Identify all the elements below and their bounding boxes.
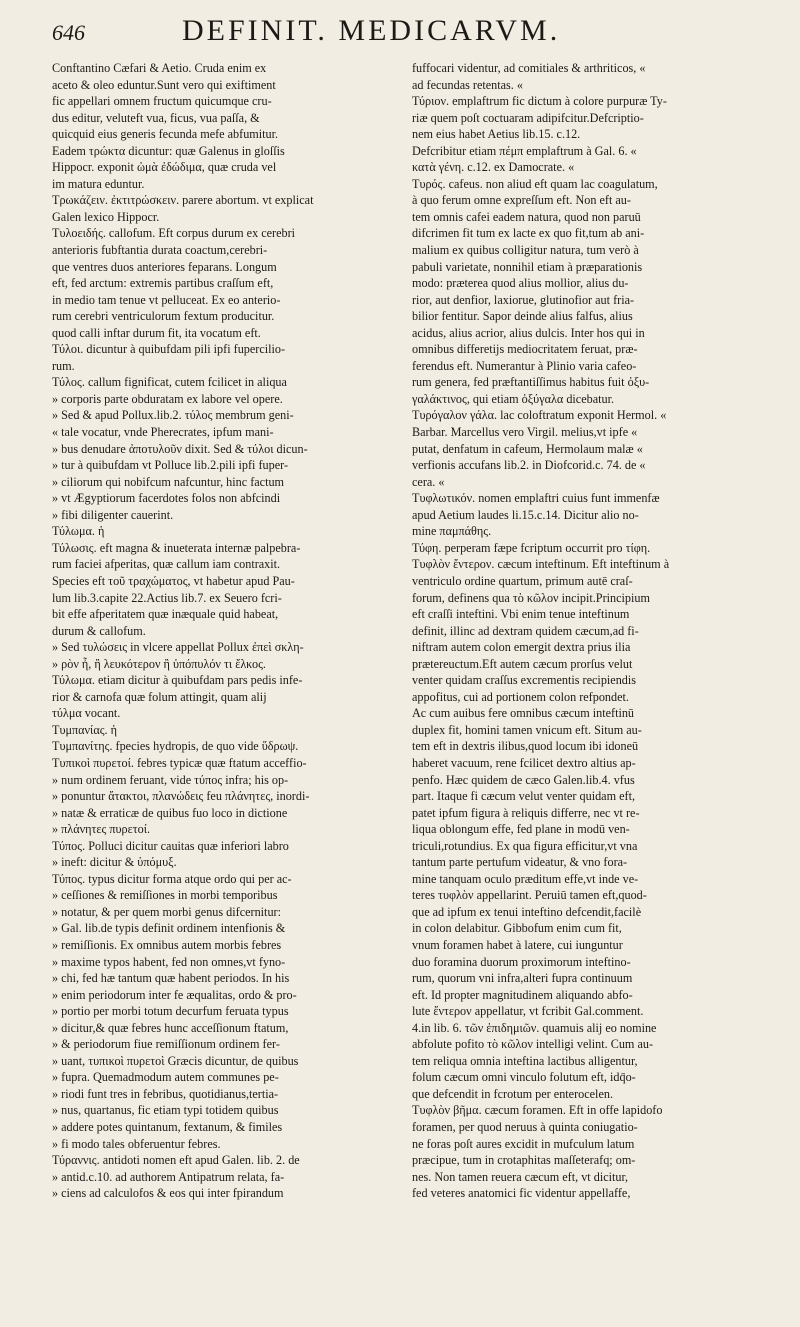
left-text-column [52,60,402,1202]
text-line: » ponuntur ἄτακτοι, πλανώδεις feu πλάνητες, inordi- [52,789,310,804]
text-line: Τύλωμα. etiam dicitur à quibufdam pars pedis infe- [52,673,303,688]
text-line: foramen, per quod neruus à quinta coniugatio- [412,1120,638,1134]
text-line: Τυφλωτικόν. nomen emplaftri cuius funt immenfæ [412,491,660,506]
text-line: Τυπικοὶ πυρετοί. febres typicæ quæ ftatum acceffio- [52,755,307,770]
text-line: » Gal. lib.de typis definit ordinem intenfionis & [52,921,286,936]
text-line: eft craſſi inteftini. Vbi enim tenue inteftinum [412,607,630,622]
text-line: » corporis parte obduratam ex labore vel opere. [52,391,283,406]
text-line: ne foras poſt aures excidit in mufculum latum [412,1136,635,1151]
text-line: rum genera, fed præftantiſſimus habitus fuit ὀξυ- [412,375,650,390]
text-line: que defcendit in fcrotum per enterocelen. [412,1086,613,1101]
text-line: pabuli varietate, nonnihil etiam à præparationis [412,259,643,274]
text-line: Τύραννις. antidoti nomen eft apud Galen. lib. 2. de [52,1153,300,1168]
text-line: quod calli inftar durum fit, ita vocatum eft. [52,325,261,340]
text-line: anterioris fubftantia durata coactum,cerebri- [52,243,268,258]
text-line: rum, quorum vni infra,alteri fupra continuum [412,971,633,986]
text-line: » πλάνητες πυρετοί. [52,822,151,837]
text-line: patet ipfum figura à reliquis differre, nec vt re- [412,805,640,820]
text-line: » vt Ægyptiorum facerdotes folos non abfcindi [52,491,281,506]
text-line: vnum foramen habet à latere, cui iunguntur [412,937,623,952]
text-line: cera. « [412,474,445,489]
running-title: DEFINIT. MEDICARVM. [182,14,561,47]
text-line: quicquid eius generis fecunda mefe abfumitur. [52,127,279,142]
page-number: 646 [52,20,85,45]
text-line: » ceſſiones & remiſſiones in morbi temporibus [52,888,278,903]
text-line: ferendus eft. Numerantur à Plinio varia cafeo- [412,358,637,373]
text-line: tem omnis cafei eadem natura, quod non paruū [412,209,641,224]
text-line: liqua oblongum effe, fed plane in modū ven- [412,822,630,837]
text-line: Τύλωμα. ἡ [52,524,105,539]
text-line: Τυλοειδής. callofum. Eft corpus durum ex cerebri [52,226,296,241]
text-line: » remiſſionis. Ex omnibus autem morbis febres [52,937,282,952]
right-text-column [412,60,762,1202]
text-line: Τυμπανίας. ἡ [52,722,118,737]
text-line: eft, fed arctum: extremis partibus craſſum eft, [52,276,274,291]
text-line: » fupra. Quemadmodum autem communes pe- [52,1070,279,1085]
text-line: mine tanquam oculo præditum effe,vt inde ve- [412,871,639,886]
text-line: » num ordinem feruant, vide τύπος infra; his op- [52,772,289,787]
text-line: lute ἔντερον appellatur, vt fcribit Gal.comment. [412,1004,644,1019]
text-line: præcipue, tum in crotaphitas maſſeterafq; om- [412,1153,636,1168]
text-line: appofitus, cui ad portionem colon refpondet. [412,689,629,704]
text-line: duplex fit, homini tamen vnicum eft. Situm au- [412,722,642,737]
text-line: lum lib.3.capite 22.Actius lib.7. ex Seuero fcri- [52,590,282,605]
text-line: 4.in lib. 6. τῶν ἐπιδημιῶν. quamuis alij eo nomine [412,1020,657,1035]
text-line: in colon delabitur. Gibbofum enim cum fit, [412,921,622,936]
text-line: γαλάκτινος, qui etiam ὀξύγαλα dicebatur. [412,391,615,406]
text-line: Τύλος. callum fignificat, cutem fcilicet in aliqua [52,375,287,390]
text-line: à quo ferum omne expreſſum eft. Non eft au- [412,193,631,208]
text-line: » natæ & erraticæ de quibus fuo loco in dictione [52,805,288,820]
text-line: mine παμπάθης. [412,524,492,539]
page-header [52,12,772,56]
text-line: folum cæcum omni vinculo folutum eft, idq̄o- [412,1070,636,1085]
text-line: prætereuctum.Eft autem cæcum prorſus velut [412,656,633,671]
text-line: rum. [52,358,75,373]
text-line: τύλμα vocant. [52,706,121,721]
text-line: » & periodorum fiue remiſſionum ordinem fer- [52,1037,280,1052]
text-line: » fi modo tales obferuentur febres. [52,1136,221,1151]
text-line: omnibus differetijs mediocritatem feruat, præ- [412,342,638,357]
text-line: durum & callofum. [52,623,146,638]
text-line: rum faciei afperitas, quæ callum iam contraxit. [52,557,281,572]
text-line: » dicitur,& quæ febres hunc acceſſionum ftatum, [52,1020,289,1035]
text-line: teres τυφλὸν appellarint. Peruiū tamen eft,quod- [412,888,647,903]
text-line: Τύλοι. dicuntur à quibufdam pili ipfi fupercilio- [52,342,286,357]
text-line: penfo. Hæc quidem de cæco Galen.lib.4. vfus [412,772,635,787]
text-line: ventriculo ordine quartum, primum autē craſ- [412,573,633,588]
text-line: Conftantino Cæfari & Aetio. Cruda enim ex [52,61,267,75]
text-line: rior, aut denfior, laxiorue, glutinofior aut fria- [412,292,635,307]
text-line: dus editur, veluteft vua, ficus, vua paſſa, & [52,110,260,125]
text-line: putat, denfatum in cafeum, Hermolaum malæ « [412,441,643,456]
text-line: rior & carnofa quæ folum attingit, quam alij [52,689,267,704]
text-line: » riodi funt tres in febribus, quotidianus,tertia- [52,1086,279,1101]
text-line: Τυφλὸν βῆμα. cæcum foramen. Eft in offe lapidofo [412,1103,663,1118]
text-line: » uant, τυπικοὶ πυρετοὶ Græcis dicuntur, de quibus [52,1053,299,1068]
text-line: modo: præterea quod alius mollior, alius du- [412,276,629,291]
text-line: eft. Id propter magnitudinem aliquando abfo- [412,987,633,1002]
text-line: definit, illinc ad dextram quidem cæcum,ad fi- [412,623,639,638]
text-line: Τύριον. emplaftrum fic dictum à colore purpuræ Ty- [412,94,667,109]
text-line: Defcribitur etiam πέμπ emplaftrum à Gal. 6. « [412,143,637,158]
text-line: que ad ipfum ex tenui inteftino defcendit,facilè [412,904,642,919]
text-line: Τρωκάζειν. ἐκτιτρώσκειν. parere abortum. vt explicat [52,193,314,208]
text-line: Τύφη. perperam fæpe fcriptum occurrit pro τίφη. [412,540,651,555]
text-line: Eadem τρώκτα dicuntur: quæ Galenus in gloſſis [52,143,285,158]
text-line: Τυρός. cafeus. non aliud eft quam lac coagulatum, [412,176,658,191]
text-line: » bus denudare ἀποτυλοῦν dixit. Sed & τύλοι dicun- [52,441,308,456]
text-line: « tale vocatur, vnde Pherecrates, ipfum mani- [52,425,274,440]
text-line: » portio per morbi totum decurfum feruata typus [52,1004,289,1019]
text-line: Hippocr. exponit ὠμὰ ἐδώδιμα, quæ cruda vel [52,160,277,175]
text-line: fic appellari omnem fructum quicumque cru- [52,94,272,109]
text-line: » addere potes quintanum, fextanum, & fimiles [52,1120,283,1134]
text-line: triculi,rotundius. Ex qua figura efficitur,vt vna [412,838,638,853]
text-line: abfolute pofito τὸ κῶλον intelligi velint. Cum au- [412,1037,654,1052]
text-line: riæ quem poſt coctuaram adipifcitur.Defcriptio- [412,110,644,125]
text-line: » ciens ad calculofos & eos qui inter fpirandum [52,1186,284,1201]
text-line: » Sed τυλώσεις in vlcere appellat Pollux ἐπεὶ σκλη- [52,640,304,655]
text-line: malium ex quibus colligitur natura, tum verò à [412,243,639,258]
text-line: in medio tam tenue vt pelluceat. Ex eo anterio- [52,292,281,307]
text-line: Galen lexico Hippocr. [52,209,160,224]
text-line: Τυρόγαλον γάλα. lac coloftratum exponit Hermol. « [412,408,667,423]
text-line: forum, definens qua τὸ κῶλον incipit.Principium [412,590,650,605]
text-line: nem eius habet Aetius lib.15. c.12. [412,127,581,142]
text-line: bilior fentitur. Sapor deinde alius falfus, alius [412,309,633,324]
text-line: » chi, fed hæ tantum quæ habent periodos. In his [52,971,290,986]
text-line: Barbar. Marcellus vero Virgil. melius,vt ipfe « [412,425,638,440]
text-line: fed veteres anatomici fic videntur appellaffe, [412,1186,631,1201]
text-line: tem eft in dextris ilibus,quod locum ibi idoneū [412,739,639,754]
text-line: » tur à quibufdam vt Polluce lib.2.pili ipfi fuper- [52,458,289,473]
text-line: » ciliorum qui nobifcum nafcuntur, hinc factum [52,474,285,489]
text-line: acidus, alius acrior, alius dulcis. Inter hos qui in [412,325,645,340]
text-line: niftram autem colon emergit dextra prius ilia [412,640,631,655]
text-line: duo foramina duorum proximorum inteftino- [412,954,631,969]
text-line: haberet vacuum, rene fcilicet dextro altius ap- [412,755,636,770]
text-line: » Sed & apud Pollux.lib.2. τύλος membrum geni- [52,408,294,423]
text-line: rum cerebri ventriculorum fextum producitur. [52,309,275,324]
text-line: verfionis accufans lib.2. in Diofcorid.c. 74. de « [412,458,646,473]
text-line: ad fecundas retentas. « [412,77,523,92]
text-line: » notatur, & per quem morbi genus difcernitur: [52,904,281,919]
text-line: Τύλωσις. eft magna & inueterata internæ palpebra- [52,540,301,555]
text-line: im matura eduntur. [52,176,145,191]
text-line: » antid.c.10. ad authorem Antipatrum relata, fa- [52,1169,285,1184]
text-line: » fibi diligenter cauerint. [52,507,174,522]
text-line: bit effe afperitatem quæ inæquale quid habeat, [52,607,279,622]
text-line: Ac cum auibus fere omnibus cæcum inteftinū [412,706,635,721]
text-line: κατὰ γένη. c.12. ex Damocrate. « [412,160,575,175]
text-line: nes. Non tamen reuera cæcum eft, vt dicitur, [412,1169,629,1184]
text-line: venter quidam craſſus excrementis recipiendis [412,673,637,688]
text-line: » enim periodorum inter fe æqualitas, ordo & pro- [52,987,297,1002]
text-line: difcrimen fit tum ex lacte ex quo fit,tum ab ani- [412,226,645,241]
text-line: » ρὸν ἦ, ἢ λευκότερον ἢ ὑπόπυλόν τι ἔλκος. [52,656,266,671]
text-line: Τυφλὸν ἔντερον. cæcum inteftinum. Eft inteftinum à [412,557,670,572]
text-line: » ineft: dicitur & ὑπόμυξ. [52,855,177,870]
text-line: Τυμπανίτης. fpecies hydropis, de quo vide ὕδρωψ. [52,739,299,754]
text-line: » nus, quartanus, fic etiam typi totidem quibus [52,1103,279,1118]
text-line: tem reliqua omnia inteftina lactibus alligentur, [412,1053,638,1068]
text-line: » maxime typos habent, fed non omnes,vt fyno- [52,954,286,969]
text-line: Τύπος. Polluci dicitur cauitas quæ inferiori labro [52,838,289,853]
text-line: tantum parte pertufum videatur, & vno fora- [412,855,628,870]
text-line: Τύπος. typus dicitur forma atque ordo qui per ac- [52,871,292,886]
text-line: aceto & oleo eduntur.Sunt vero qui exiftiment [52,77,276,92]
text-line: que ventres duos anteriores feparans. Longum [52,259,277,274]
text-line: apud Aetium laudes li.15.c.14. Dicitur alio no- [412,507,639,522]
text-line: Species eft τοῦ τραχώματος, vt habetur apud Pau- [52,573,295,588]
text-line: fuffocari videntur, ad comitiales & arthriticos, « [412,61,646,75]
text-line: part. Itaque fi cæcum velut venter quidam eft, [412,789,636,804]
